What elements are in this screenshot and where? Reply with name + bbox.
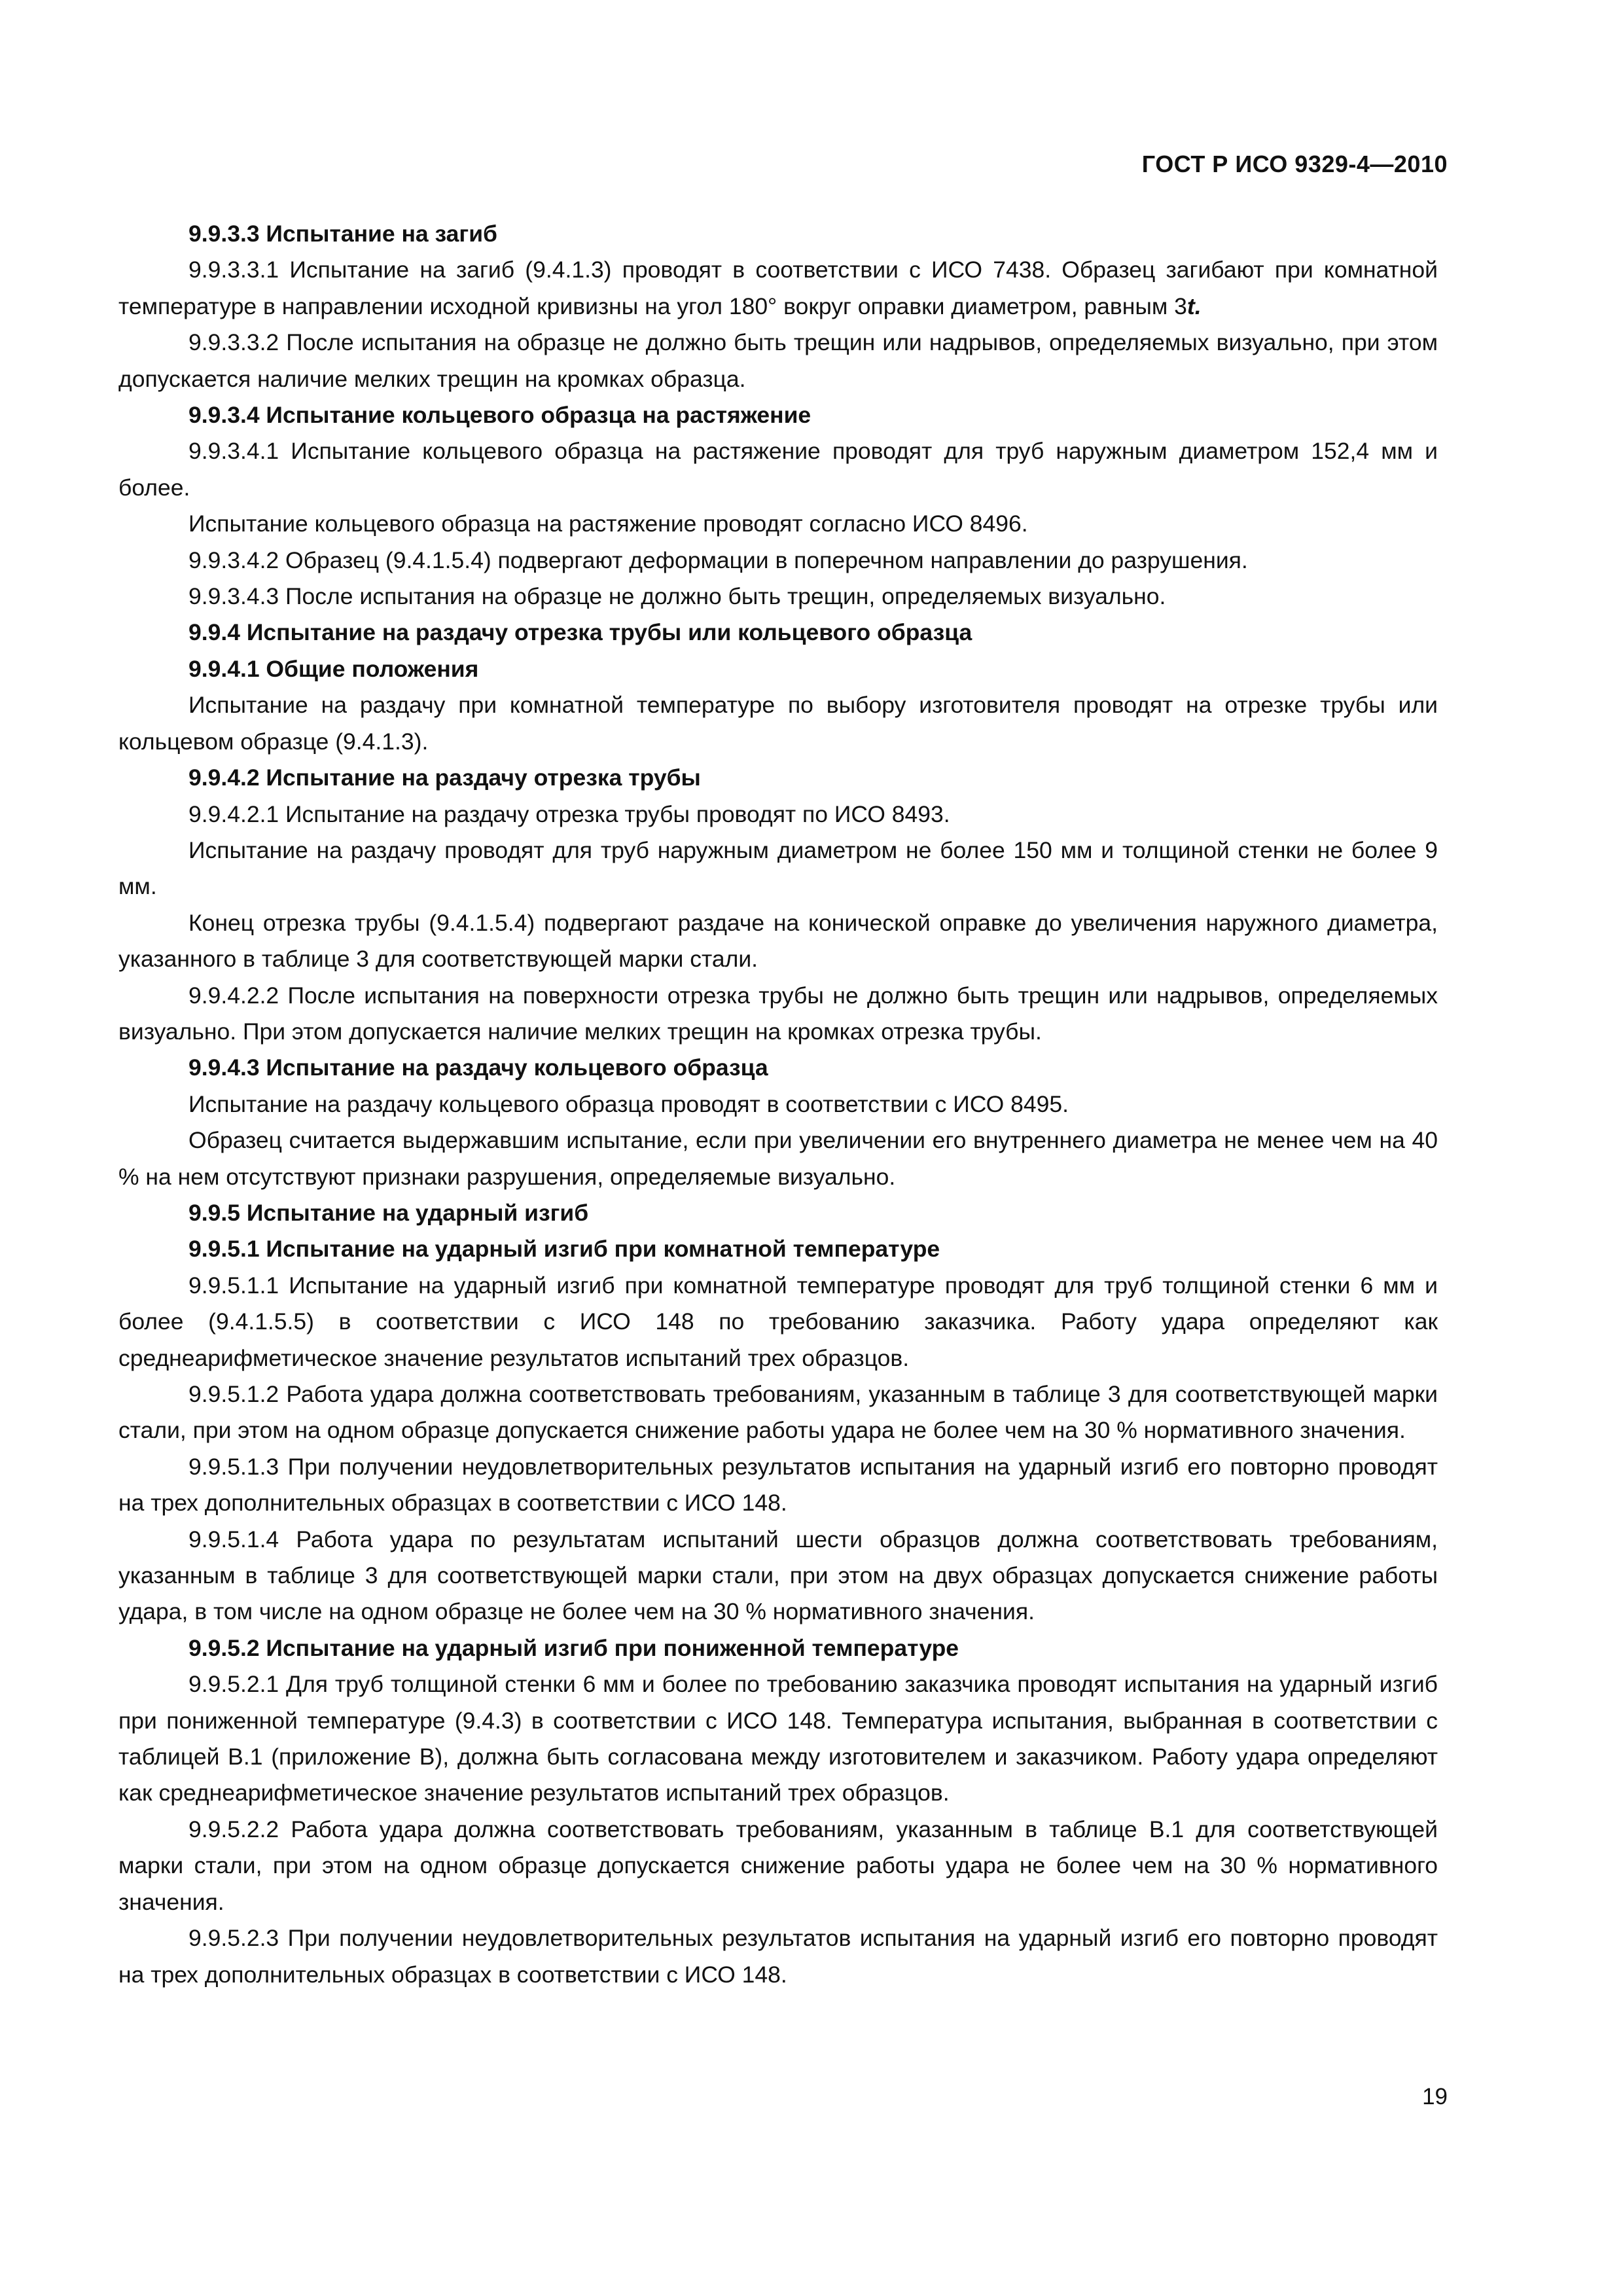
- paragraph: 9.9.3.4.1 Испытание кольцевого образца на растяжение проводят для труб наружным диаметром 152,4 мм и более.: [118, 438, 1438, 501]
- paragraph: Испытание на раздачу проводят для труб наружным диаметром не более 150 мм и толщиной стенки не более 9 мм.: [118, 836, 1438, 900]
- paragraph-text: 9.9.3.3.1 Испытание на загиб (9.4.1.3) проводят в соответствии с ИСО 7438. Образец загибают при комнатной температуре в направлении исходной кривизны на угол 180° вокруг оправки диаметром, равным 3: [118, 257, 1438, 319]
- paragraph: 9.9.5.1.4 Работа удара по результатам испытаний шести образцов должна соответствовать требованиям, указанным в таблице 3 для соответствующей марки стали, при этом на двух образцах допускается снижение работы удара, в том числе на одном образце не более чем на 30 % нормативного значения.: [118, 1526, 1438, 1625]
- section-heading: 9.9.4 Испытание на раздачу отрезка трубы или кольцевого образца: [188, 619, 972, 646]
- thickness-symbol: t.: [1186, 293, 1202, 319]
- paragraph: 9.9.3.4.3 После испытания на образце не должно быть трещин, определяемых визуально.: [188, 583, 1166, 610]
- standard-designation: ГОСТ Р ИСО 9329-4—2010: [1141, 151, 1448, 177]
- section-heading: 9.9.4.2 Испытание на раздачу отрезка трубы: [188, 764, 701, 791]
- paragraph: Конец отрезка трубы (9.4.1.5.4) подвергают раздаче на конической оправке до увеличения наружного диаметра, указанного в таблице 3 для соответствующей марки стали.: [118, 909, 1438, 973]
- section-heading: 9.9.5.1 Испытание на ударный изгиб при комнатной температуре: [188, 1236, 940, 1263]
- paragraph: 9.9.5.2.2 Работа удара должна соответствовать требованиям, указанным в таблице В.1 для соответствующей марки стали, при этом на одном образце допускается снижение работы удара не более чем на 30 % нормативного значения.: [118, 1816, 1438, 1915]
- paragraph: 9.9.5.1.1 Испытание на ударный изгиб при комнатной температуре проводят для труб толщиной стенки 6 мм и более (9.4.1.5.5) в соответствии с ИСО 148 по требованию заказчика. Работу удара определяют как среднеарифметическое значение результатов испытаний трех образцов.: [118, 1272, 1438, 1371]
- paragraph: 9.9.5.1.2 Работа удара должна соответствовать требованиям, указанным в таблице 3 для соответствующей марки стали, при этом на одном образце допускается снижение работы удара не более чем на 30 % нормативного значения.: [118, 1381, 1438, 1444]
- section-heading: 9.9.4.3 Испытание на раздачу кольцевого образца: [188, 1054, 768, 1081]
- paragraph: 9.9.4.2.1 Испытание на раздачу отрезка трубы проводят по ИСО 8493.: [188, 800, 950, 827]
- paragraph: 9.9.5.2.3 При получении неудовлетворительных результатов испытания на ударный изгиб его повторно проводят на трех дополнительных образцах в соответствии с ИСО 148.: [118, 1925, 1438, 1988]
- section-heading: 9.9.3.3 Испытание на загиб: [188, 221, 497, 247]
- section-heading: 9.9.5.2 Испытание на ударный изгиб при пониженной температуре: [188, 1634, 959, 1661]
- document-body: [118, 216, 1438, 1993]
- paragraph: 9.9.5.2.1 Для труб толщиной стенки 6 мм и более по требованию заказчика проводят испытания на ударный изгиб при пониженной температуре (9.4.3) в соответствии с ИСО 148. Температура испытания, выбранная в соответствии с таблицей В.1 (приложение В), должна быть согласована между изготовителем и заказчиком. Работу удара определяют как среднеарифметическое значение результатов испытаний трех образцов.: [118, 1671, 1438, 1806]
- page-number: 19: [1422, 2084, 1448, 2109]
- paragraph: [118, 252, 1438, 325]
- section-heading: 9.9.4.1 Общие положения: [188, 655, 479, 682]
- section-heading: 9.9.5 Испытание на ударный изгиб: [188, 1199, 589, 1226]
- paragraph: Испытание кольцевого образца на растяжение проводят согласно ИСО 8496.: [188, 511, 1028, 537]
- paragraph: 9.9.4.2.2 После испытания на поверхности отрезка трубы не должно быть трещин или надрывов, определяемых визуально. При этом допускается наличие мелких трещин на кромках отрезка трубы.: [118, 982, 1438, 1045]
- paragraph: 9.9.3.4.2 Образец (9.4.1.5.4) подвергают деформации в поперечном направлении до разрушения.: [188, 547, 1248, 573]
- section-heading: 9.9.3.4 Испытание кольцевого образца на растяжение: [188, 402, 812, 429]
- paragraph: Образец считается выдержавшим испытание, если при увеличении его внутреннего диаметра не менее чем на 40 % на нем отсутствуют признаки разрушения, определяемые визуально.: [118, 1127, 1438, 1190]
- paragraph: 9.9.3.3.2 После испытания на образце не должно быть трещин или надрывов, определяемых визуально, при этом допускается наличие мелких трещин на кромках образца.: [118, 329, 1438, 392]
- paragraph: 9.9.5.1.3 При получении неудовлетворительных результатов испытания на ударный изгиб его повторно проводят на трех дополнительных образцах в соответствии с ИСО 148.: [118, 1453, 1438, 1516]
- paragraph: Испытание на раздачу кольцевого образца проводят в соответствии с ИСО 8495.: [188, 1090, 1069, 1117]
- paragraph: Испытание на раздачу при комнатной температуре по выбору изготовителя проводят на отрезке трубы или кольцевом образце (9.4.1.3).: [118, 692, 1438, 755]
